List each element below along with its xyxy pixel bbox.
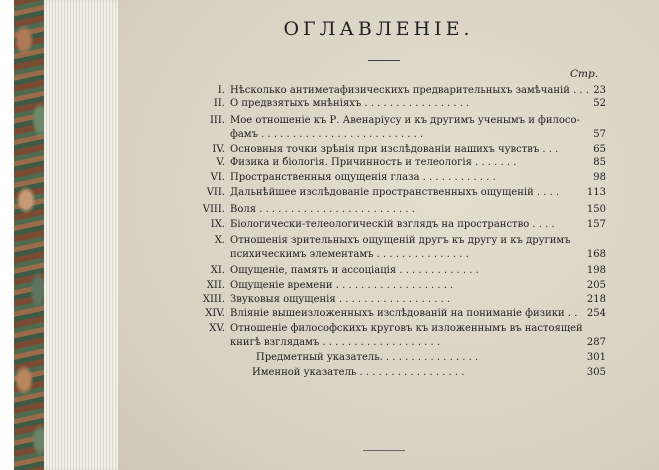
toc-entry-title: Пространственныя ощущенія глаза . . . . . . . . . . . .	[230, 172, 496, 183]
toc-entry-title: Воля . . . . . . . . . . . . . . . . . . . . . . . . .	[230, 204, 415, 215]
toc-entry-number: XIV.	[205, 308, 225, 319]
toc-entry-title: Мое отношеніе къ Р. Авенаріусу и къ другимъ ученымъ и филосо-	[230, 115, 580, 126]
toc-entry-page: 198	[586, 265, 606, 276]
bottom-rule	[363, 450, 405, 451]
toc-entry-page: 52	[593, 98, 606, 109]
toc-entry	[118, 279, 659, 293]
toc-entry	[118, 293, 659, 307]
toc-entry-title: О предвзятыхъ мнѣніяхъ . . . . . . . . . . . . . . . . .	[230, 98, 470, 109]
toc-entry	[118, 351, 659, 365]
toc-entry-title: фамъ . . . . . . . . . . . . . . . . . . . . . . . . . .	[230, 129, 424, 140]
toc-entry-number: VIII.	[202, 204, 225, 215]
toc-entry	[118, 218, 659, 232]
toc-entry-title: Ощущеніе времени . . . . . . . . . . . . . . . . . . .	[230, 280, 454, 291]
toc-entry	[118, 234, 659, 248]
toc-entry-page: 98	[593, 172, 606, 183]
toc-entry-title: Дальнѣйшее изслѣдованіе пространственныхъ ощущеній . . . .	[230, 187, 560, 198]
toc-entry-number: VII.	[206, 187, 225, 198]
toc-entry	[118, 322, 659, 336]
toc-entry-page: 205	[586, 280, 606, 291]
toc-entry-number: XII.	[206, 280, 225, 291]
toc-entry-title: Біологически-телеологическій взглядъ на пространство . . . .	[230, 219, 555, 230]
toc-entry-title: Ощущеніе, память и ассоціація . . . . . . . . . . . . .	[230, 265, 479, 276]
toc-entry	[118, 264, 659, 278]
toc-entry-number: XI.	[210, 265, 225, 276]
toc-entry-title: Отношенія зрительныхъ ощущеній другъ къ другу и къ другимъ	[230, 235, 571, 246]
toc-entry-page: 57	[593, 129, 606, 140]
toc-entry	[118, 203, 659, 217]
toc-entry	[118, 186, 659, 200]
page-column-label: Стр.	[570, 68, 599, 80]
toc-entry	[118, 84, 659, 98]
book-page	[118, 0, 659, 470]
toc-entry-number: IV.	[212, 144, 225, 155]
toc-entry-page: 168	[586, 249, 606, 260]
toc-entry-page: 301	[586, 352, 606, 363]
toc-entry	[118, 128, 659, 142]
toc-entry-title: Предметный указатель. . . . . . . . . . . . . . . .	[256, 352, 479, 363]
toc-entry-page: 157	[586, 219, 606, 230]
toc-entry-title: Именной указатель . . . . . . . . . . . . . . . . .	[252, 367, 465, 378]
title-rule	[368, 60, 400, 61]
toc-entry-title: книгѣ взглядамъ . . . . . . . . . . . . . . . . . . .	[230, 337, 441, 348]
toc-entry-number: XV.	[209, 323, 225, 334]
toc-entry-title: Звуковыя ощущенія . . . . . . . . . . . . . . . . . .	[230, 294, 451, 305]
toc-entry-title: Отношеніе философскихъ круговъ къ изложеннымъ въ настоящей	[230, 323, 583, 334]
toc-entry-title: психическимъ элементамъ . . . . . . . . . . . . . . .	[230, 249, 469, 260]
toc-entry-page: 254	[586, 308, 606, 319]
toc-entry	[118, 307, 659, 321]
toc-entry-title: Основныя точки зрѣнія при изслѣдованіи нашихъ чувствъ . . .	[230, 144, 559, 155]
toc-entry-page: 113	[586, 187, 606, 198]
toc-entry-number: XIII.	[202, 294, 225, 305]
toc-entry-title: Физика и біологія. Причинность и телеологія . . . . . . .	[230, 157, 517, 168]
toc-entry-title: Вліяніе вышеизложенныхъ изслѣдованій на пониманіе физики . .	[230, 308, 578, 319]
toc-entry-page: 23	[593, 85, 606, 96]
toc-entry-number: I.	[217, 85, 225, 96]
toc-entry-number: III.	[209, 115, 225, 126]
toc-entry-page: 305	[586, 367, 606, 378]
toc-entry	[118, 114, 659, 128]
toc-entry-number: X.	[214, 235, 225, 246]
toc-entry	[118, 248, 659, 262]
toc-entry-page: 218	[586, 294, 606, 305]
toc-entry-page: 150	[586, 204, 606, 215]
toc-entry	[118, 366, 659, 380]
toc-entry	[118, 336, 659, 350]
toc-entry-page: 65	[593, 144, 606, 155]
toc-entry-number: IX.	[210, 219, 225, 230]
toc-entry	[118, 97, 659, 111]
toc-entry-page: 287	[586, 337, 606, 348]
page-title: ОГЛАВЛЕНІЕ.	[283, 18, 474, 40]
toc-entry	[118, 171, 659, 185]
toc-entry-title: Нѣсколько антиметафизическихъ предварительныхъ замѣчаній . . .	[230, 85, 589, 96]
toc-entry-number: II.	[213, 98, 225, 109]
toc-entry	[118, 156, 659, 170]
toc-entry-number: VI.	[210, 172, 225, 183]
toc-entry	[118, 143, 659, 157]
toc-entry-page: 85	[593, 157, 606, 168]
toc-entry-number: V.	[216, 157, 225, 168]
